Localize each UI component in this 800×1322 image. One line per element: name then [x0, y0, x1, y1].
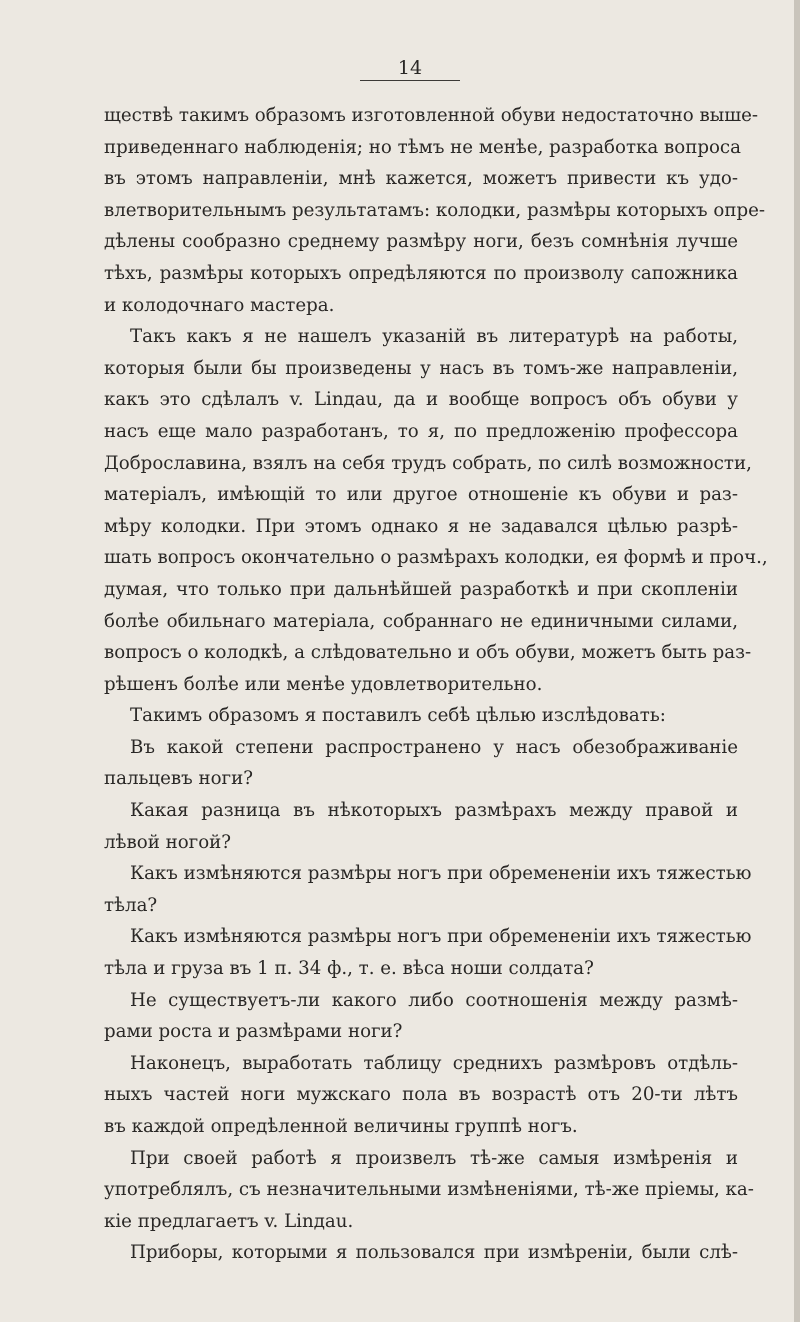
text-line: Какъ измѣняются размѣры ногъ при обремененіи ихъ тяжестью [130, 926, 752, 948]
text-line: тѣла? [104, 894, 158, 916]
text-line: въ каждой опредѣленной величины группѣ ногъ. [104, 1116, 578, 1137]
text-line: и колодочнаго мастера. [104, 294, 335, 316]
text-line: рѣшенъ болѣе или менѣе удовлетворительно. [104, 673, 543, 695]
text-line: матеріалъ, имѣющій то или другое отношеніе къ обуви и раз- [104, 484, 738, 506]
text-line: думая, что только при дальнѣйшей разработкѣ и при скопленіи [104, 578, 738, 600]
text-line: дѣлены сообразно среднему размѣру ноги, безъ сомнѣнія лучше [104, 231, 738, 253]
header-rule [360, 80, 460, 81]
text-line: употреблялъ, съ незначительными измѣненіями, тѣ-же пріемы, ка- [104, 1179, 754, 1201]
text-line: кіе предлагаетъ v. Linдau. [104, 1210, 354, 1232]
text-line: Доброславина, взялъ на себя трудъ собрать, по силѣ возможности, [104, 452, 752, 474]
text-line: Такъ какъ я не нашелъ указаній въ литературѣ на работы, [130, 326, 738, 348]
text-line: ныхъ частей ноги мужскаго пола въ возрастѣ отъ 20-ти лѣтъ [104, 1084, 738, 1106]
page-edge [794, 0, 800, 1322]
text-line: Какая разница въ нѣкоторыхъ размѣрахъ между правой и [130, 800, 738, 822]
text-line: При своей работѣ я произвелъ тѣ-же самыя измѣренія и [130, 1147, 738, 1169]
text-line: въ этомъ направленіи, мнѣ кажется, можетъ привести къ удо- [104, 168, 738, 190]
text-line: которыя были бы произведены у насъ въ томъ-же направленіи, [104, 357, 738, 379]
text-line: Какъ измѣняются размѣры ногъ при обремененіи ихъ тяжестью [130, 863, 752, 885]
text-line: рами роста и размѣрами ноги? [104, 1021, 403, 1043]
text-line: насъ еще мало разработанъ, то я, по предложенію профессора [104, 420, 738, 442]
text-line: лѣвой ногой? [104, 831, 232, 853]
text-line: тѣхъ, размѣры которыхъ опредѣляются по произволу сапожника [104, 262, 738, 284]
text-line: какъ это сдѣлалъ v. Linдau, да и вообще вопросъ объ обуви у [104, 389, 738, 411]
text-line: Не существуетъ-ли какого либо соотношенія между размѣ- [130, 989, 738, 1011]
text-line: приведеннаго наблюденія; но тѣмъ не менѣе, разработка вопроса [104, 136, 741, 158]
text-line: влетворительнымъ результатамъ: колодки, размѣры которыхъ опре- [104, 199, 766, 221]
text-line: Въ какой степени распространено у насъ обезображиваніе [130, 736, 738, 758]
text-line: Наконецъ, выработать таблицу среднихъ размѣровъ отдѣль- [130, 1052, 738, 1074]
text-line: Такимъ образомъ я поставилъ себѣ цѣлью изслѣдовать: [130, 705, 666, 727]
body-text [104, 100, 768, 1269]
text-line: мѣру колодки. При этомъ однако я не задавался цѣлью разрѣ- [104, 515, 738, 537]
text-line: тѣла и груза въ 1 п. 34 ф., т. е. вѣса ноши солдата? [104, 958, 594, 980]
text-line: вопросъ о колодкѣ, а слѣдовательно и объ обуви, можетъ быть раз- [104, 642, 752, 664]
text-line: ществѣ такимъ образомъ изготовленной обуви недостаточно выше- [104, 105, 759, 126]
page-number: 14 [397, 57, 423, 79]
text-line: болѣе обильнаго матеріала, собраннаго не единичными силами, [104, 610, 738, 632]
text-line: Приборы, которыми я пользовался при измѣреніи, были слѣ- [130, 1242, 738, 1264]
text-line: шать вопросъ окончательно о размѣрахъ колодки, ея формѣ и проч., [104, 547, 768, 569]
text-line: пальцевъ ноги? [104, 768, 253, 790]
